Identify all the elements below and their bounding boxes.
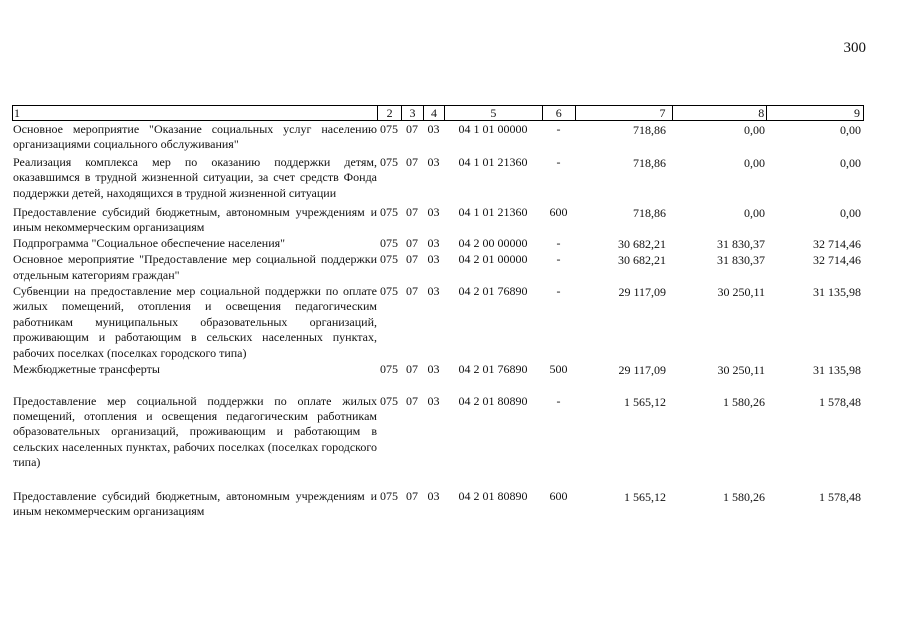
row-code-cs: 04 2 00 00000 <box>458 235 528 250</box>
row-value-2: 31 830,37 <box>717 236 765 251</box>
row-code-g: 075 <box>380 284 398 299</box>
row-name: Предоставление субсидий бюджетным, автономным учреждениям и иным некоммерческим организациям <box>13 488 377 518</box>
row-code-cs: 04 2 01 80890 <box>458 488 528 503</box>
header-col-8: 8 <box>672 106 766 120</box>
row-value-2: 30 250,11 <box>717 363 765 378</box>
row-value-1: 1 565,12 <box>624 489 666 504</box>
row-value-2: 0,00 <box>744 123 765 137</box>
row-code-g: 075 <box>380 235 398 250</box>
row-value-1: 718,86 <box>633 155 666 170</box>
table-row <box>12 362 864 378</box>
table-row <box>12 394 864 471</box>
row-code-cs: 04 1 01 21360 <box>458 205 528 220</box>
header-col-7: 7 <box>575 106 673 120</box>
row-code-g: 075 <box>380 122 398 136</box>
row-value-1: 30 682,21 <box>618 236 666 251</box>
row-code-pr: 03 <box>427 235 440 250</box>
row-code-g: 075 <box>380 252 398 267</box>
table-row <box>12 122 864 153</box>
row-code-rz: 07 <box>406 252 418 267</box>
header-col-1: 1 <box>14 106 20 120</box>
row-value-1: 1 565,12 <box>624 394 666 409</box>
row-value-3: 32 714,46 <box>813 253 861 268</box>
header-col-9: 9 <box>766 106 863 120</box>
row-code-vr: - <box>556 284 561 299</box>
row-code-rz: 07 <box>406 122 418 136</box>
header-col-6: 6 <box>542 106 575 120</box>
row-code-pr: 03 <box>427 488 440 503</box>
row-code-rz: 07 <box>406 205 418 220</box>
row-code-rz: 07 <box>406 235 418 250</box>
table-row <box>12 489 864 520</box>
header-col-5: 5 <box>444 106 542 120</box>
row-code-rz: 07 <box>406 362 418 377</box>
row-value-3: 0,00 <box>840 123 861 137</box>
row-value-3: 31 135,98 <box>813 285 861 300</box>
row-code-g: 075 <box>380 488 398 503</box>
header-col-3: 3 <box>401 106 423 120</box>
row-code-vr: 600 <box>549 488 568 503</box>
row-code-vr: - <box>556 154 561 169</box>
row-code-vr: - <box>556 393 561 408</box>
budget-table <box>12 105 864 519</box>
row-code-pr: 03 <box>427 154 440 169</box>
row-value-2: 1 580,26 <box>723 489 765 504</box>
row-code-pr: 03 <box>427 122 440 136</box>
table-row <box>12 252 864 283</box>
row-code-vr: 500 <box>549 362 568 377</box>
row-code-rz: 07 <box>406 488 418 503</box>
row-value-1: 718,86 <box>633 206 666 221</box>
row-value-3: 1 578,48 <box>819 489 861 504</box>
row-code-cs: 04 1 01 21360 <box>458 154 528 169</box>
row-code-pr: 03 <box>427 205 440 220</box>
row-code-cs: 04 1 01 00000 <box>458 122 528 136</box>
row-code-g: 075 <box>380 393 398 408</box>
table-row <box>12 155 864 201</box>
row-value-1: 30 682,21 <box>618 253 666 268</box>
row-code-pr: 03 <box>427 393 440 408</box>
row-code-pr: 03 <box>427 284 440 299</box>
row-name: Межбюджетные трансферты <box>13 362 160 377</box>
row-value-2: 0,00 <box>744 206 765 221</box>
row-code-vr: - <box>556 122 561 136</box>
row-value-3: 0,00 <box>840 206 861 221</box>
row-code-rz: 07 <box>406 393 418 408</box>
row-value-1: 29 117,09 <box>618 363 666 378</box>
row-value-3: 31 135,98 <box>813 363 861 378</box>
header-col-4: 4 <box>423 106 444 120</box>
row-code-g: 075 <box>380 362 398 377</box>
row-code-vr: 600 <box>549 205 568 220</box>
table-header-row <box>12 105 864 121</box>
row-name: Основное мероприятие "Предоставление мер социальной поддержки отдельным категориям граждан" <box>13 252 377 282</box>
row-code-g: 075 <box>380 154 398 169</box>
row-code-cs: 04 2 01 76890 <box>458 284 528 299</box>
row-code-rz: 07 <box>406 154 418 169</box>
row-value-1: 718,86 <box>633 123 666 137</box>
row-name: Реализация комплекса мер по оказанию поддержки детям, оказавшимся в трудной жизненной ситуации, за счет средств Фонда поддержки детей, находящихся в трудной жизненной ситуации <box>13 154 377 200</box>
row-code-cs: 04 2 01 00000 <box>458 252 528 267</box>
row-value-2: 31 830,37 <box>717 253 765 268</box>
row-value-3: 32 714,46 <box>813 236 861 251</box>
row-name: Основное мероприятие "Оказание социальных услуг населению организациями социального обслуживания" <box>13 122 377 152</box>
row-value-3: 1 578,48 <box>819 394 861 409</box>
row-code-g: 075 <box>380 205 398 220</box>
row-name: Предоставление мер социальной поддержки по оплате жилых помещений, отопления и освещения педагогическим работникам образовательных организаций, проживающим и работающим в сельских населенных пунктах, рабочих поселках (поселках городского типа) <box>13 393 377 470</box>
row-name: Субвенции на предоставление мер социальной поддержки по оплате жилых помещений, отопления и освещения педагогическим работникам муниципальных образовательных организаций, проживающим и работающим в сельских населенных пунктах, рабочих поселках (поселках городского типа) <box>13 284 377 360</box>
row-value-2: 0,00 <box>744 155 765 170</box>
row-value-1: 29 117,09 <box>618 285 666 300</box>
row-value-3: 0,00 <box>840 155 861 170</box>
page-number: 300 <box>843 40 866 56</box>
table-row <box>12 205 864 236</box>
row-code-rz: 07 <box>406 284 418 299</box>
table-row <box>12 284 864 361</box>
row-code-vr: - <box>556 252 561 267</box>
table-row <box>12 236 864 252</box>
row-name: Подпрограмма "Социальное обеспечение населения" <box>13 235 286 250</box>
row-code-pr: 03 <box>427 362 440 377</box>
row-code-vr: - <box>556 235 561 250</box>
row-code-pr: 03 <box>427 252 440 267</box>
header-col-2: 2 <box>377 106 401 120</box>
row-value-2: 1 580,26 <box>723 394 765 409</box>
row-code-cs: 04 2 01 80890 <box>458 393 528 408</box>
row-name: Предоставление субсидий бюджетным, автономным учреждениям и иным некоммерческим организациям <box>13 205 377 235</box>
row-value-2: 30 250,11 <box>717 285 765 300</box>
row-code-cs: 04 2 01 76890 <box>458 362 528 377</box>
